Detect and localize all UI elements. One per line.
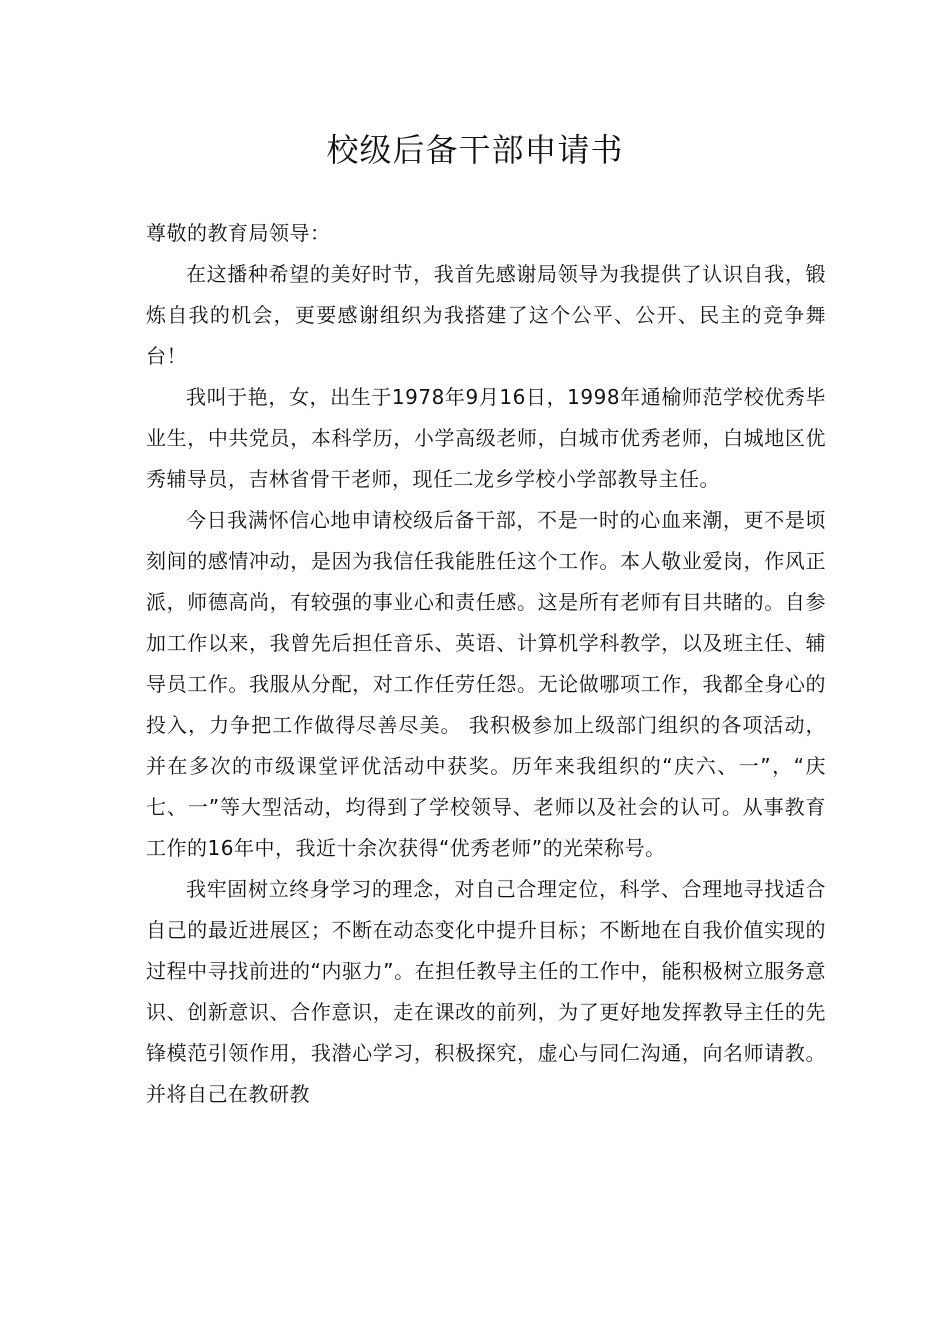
paragraph-gratitude: 在这播种希望的美好时节，我首先感谢局领导为我提供了认识自我，锻炼自我的机会，更要感谢组织为我搭建了这个公平、公开、民主的竞争舞台！	[146, 262, 826, 368]
document-title: 校级后备干部申请书	[326, 131, 624, 169]
document-body	[146, 213, 826, 1115]
paragraph-learning: 我牢固树立终身学习的理念，对自己合理定位，科学、合理地寻找适合自己的最近进展区；不断在动态变化中提升目标；不断地在自我价值实现的过程中寻找前进的“内驱力”。在担任教导主任的工作中，能积极树立服务意识、创新意识、合作意识，走在课改的前列，为了更好地发挥教导主任的先锋模范引领作用，我潜心学习，积极探究，虚心与同仁沟通，向名师请教。并将自己在教研教	[146, 877, 826, 1106]
salutation: 尊敬的教育局领导：	[146, 221, 331, 245]
paragraph-motivation: 今日我满怀信心地申请校级后备干部，不是一时的心血来潮，更不是顷刻间的感情冲动，是因为我信任我能胜任这个工作。本人敬业爱岗，作风正派，师德高尚，有较强的事业心和责任感。这是所有老师有目共睹的。自参加工作以来，我曾先后担任音乐、英语、计算机学科教学，以及班主任、辅导员工作。我服从分配，对工作任劳任怨。无论做哪项工作，我都全身心的投入，力争把工作做得尽善尽美。 我积极参加上级部门组织的各项活动，并在多次的市级课堂评优活动中获奖。历年来我组织的“庆六、一”，“庆七、一”等大型活动，均得到了学校领导、老师以及社会的认可。从事教育工作的16年中，我近十余次获得“优秀老师”的光荣称号。	[146, 508, 826, 860]
paragraph-introduction: 我叫于艳，女，出生于1978年9月16日，1998年通榆师范学校优秀毕业生，中共党员，本科学历，小学高级老师，白城市优秀老师，白城地区优秀辅导员，吉林省骨干老师，现任二龙乡学校小学部教导主任。	[146, 385, 826, 491]
